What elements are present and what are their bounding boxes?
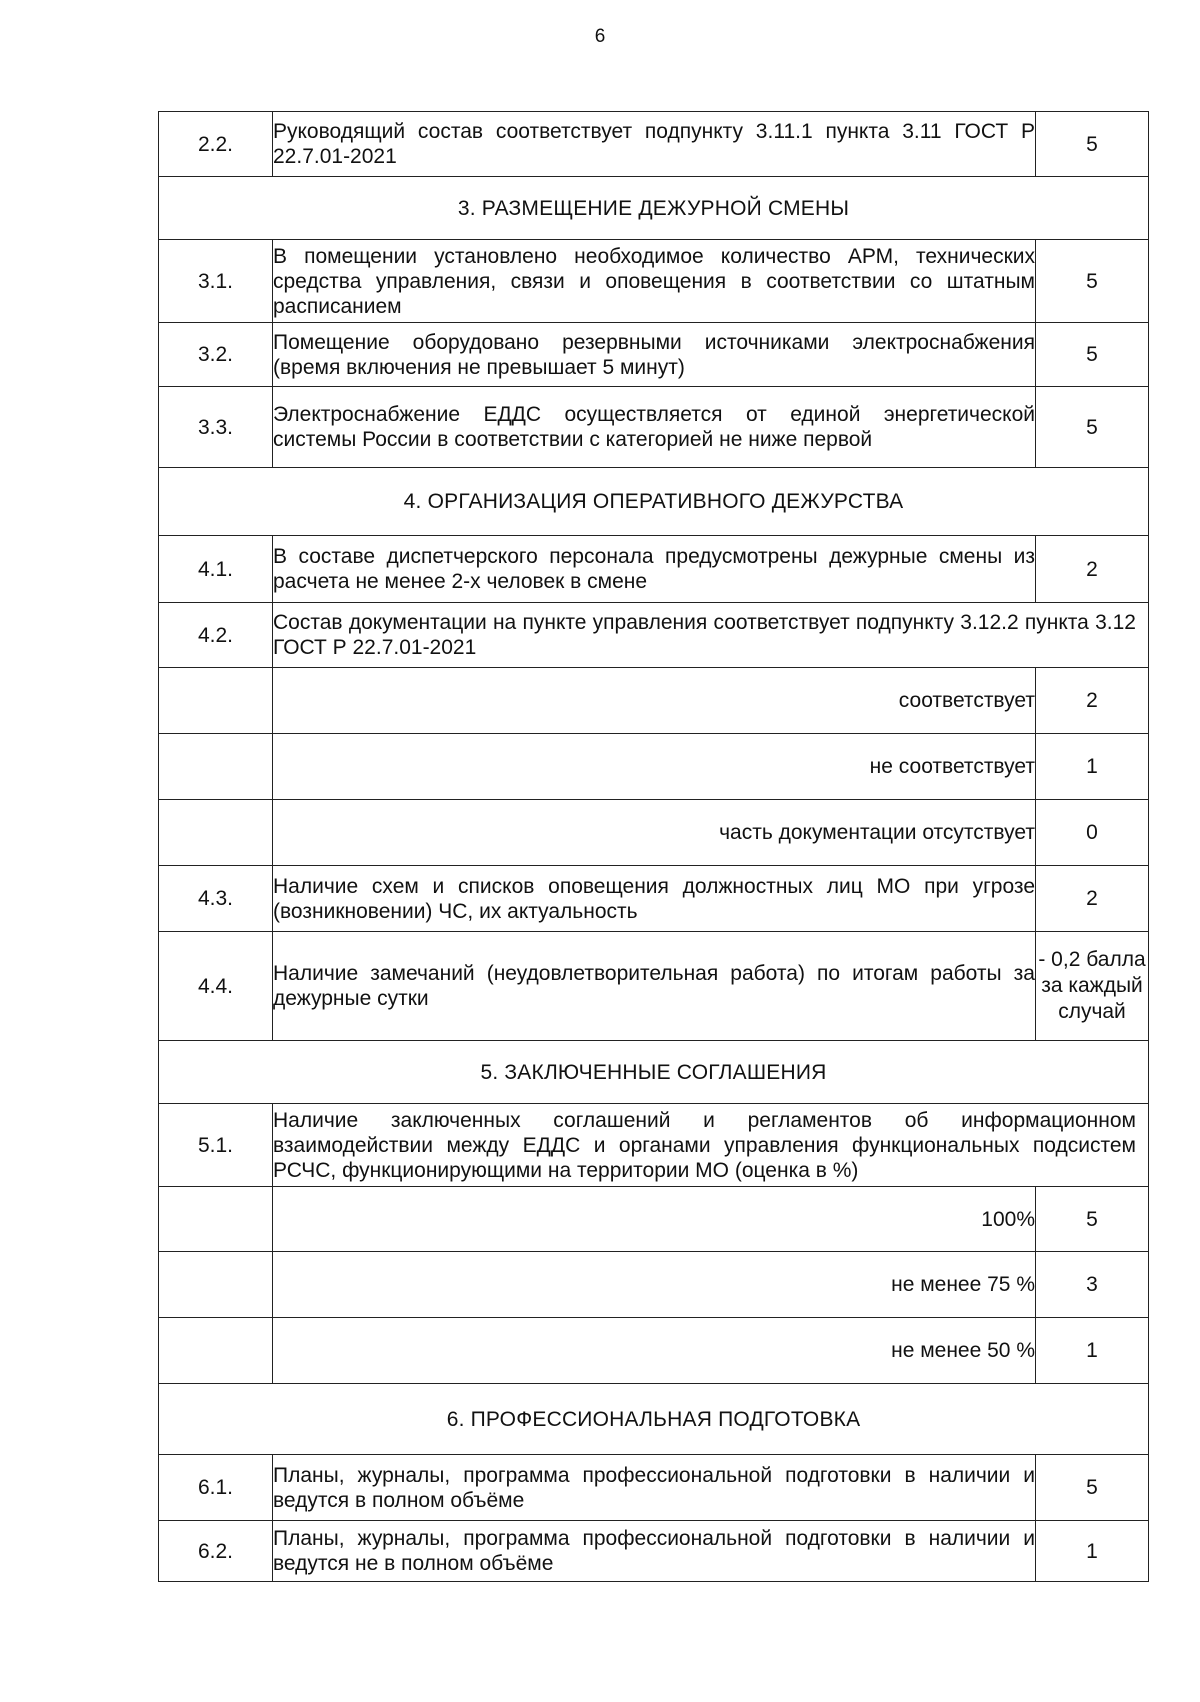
table-row [159,536,1149,603]
criteria-table [158,111,1149,1582]
table-row [159,1187,1149,1252]
section-title: 6. ПРОФЕССИОНАЛЬНАЯ ПОДГОТОВКА [159,1384,1149,1455]
item-number: 2.2. [159,112,273,177]
item-number: 3.3. [159,387,273,468]
criterion-text: Помещение оборудовано резервными источниками электроснабжения (время включения не превышает 5 минут) [273,323,1036,387]
score-value: 2 [1036,866,1149,932]
option-text: не менее 50 % [273,1318,1036,1384]
empty-cell [159,1318,273,1384]
table-row [159,323,1149,387]
section-title: 5. ЗАКЛЮЧЕННЫЕ СОГЛАШЕНИЯ [159,1041,1149,1104]
empty-cell [159,668,273,734]
option-text: 100% [273,1187,1036,1252]
table-row [159,734,1149,800]
item-number: 4.1. [159,536,273,603]
option-text: часть документации отсутствует [273,800,1036,866]
table-row [159,603,1149,668]
criterion-text: В помещении установлено необходимое количество АРМ, технических средства управления, связи и оповещения в соответствии со штатным расписанием [273,240,1036,323]
section-header-row [159,1041,1149,1104]
score-value: 3 [1036,1252,1149,1318]
score-value: 1 [1036,734,1149,800]
table-row [159,1104,1149,1187]
criterion-text: Наличие замечаний (неудовлетворительная работа) по итогам работы за дежурные сутки [273,932,1036,1041]
criterion-text: Планы, журналы, программа профессиональной подготовки в наличии и ведутся не в полном объёме [273,1521,1036,1582]
empty-cell [159,1187,273,1252]
section-header-row [159,1384,1149,1455]
empty-cell [159,1252,273,1318]
criterion-text: Наличие схем и списков оповещения должностных лиц МО при угрозе (возникновении) ЧС, их актуальность [273,866,1036,932]
score-value: 0 [1036,800,1149,866]
criterion-text: Состав документации на пункте управления соответствует подпункту 3.12.2 пункта 3.12 ГОСТ Р 22.7.01-2021 [273,603,1149,668]
table-row [159,1318,1149,1384]
section-title: 4. ОРГАНИЗАЦИЯ ОПЕРАТИВНОГО ДЕЖУРСТВА [159,468,1149,536]
table-row [159,866,1149,932]
item-number: 3.1. [159,240,273,323]
criterion-text: Планы, журналы, программа профессиональной подготовки в наличии и ведутся в полном объёме [273,1455,1036,1521]
section-header-row [159,468,1149,536]
table-row [159,1252,1149,1318]
score-value: 2 [1036,536,1149,603]
criterion-text: Руководящий состав соответствует подпункту 3.11.1 пункта 3.11 ГОСТ Р 22.7.01-2021 [273,112,1036,177]
item-number: 6.1. [159,1455,273,1521]
item-number: 3.2. [159,323,273,387]
empty-cell [159,800,273,866]
table-row [159,932,1149,1041]
criterion-text: В составе диспетчерского персонала предусмотрены дежурные смены из расчета не менее 2-х человек в смене [273,536,1036,603]
empty-cell [159,734,273,800]
table-row [159,668,1149,734]
item-number: 6.2. [159,1521,273,1582]
table-row [159,1455,1149,1521]
item-number: 5.1. [159,1104,273,1187]
score-value: 5 [1036,1455,1149,1521]
score-value: 2 [1036,668,1149,734]
score-value: 5 [1036,387,1149,468]
option-text: не менее 75 % [273,1252,1036,1318]
section-header-row [159,177,1149,240]
table-row [159,1521,1149,1582]
score-value: 1 [1036,1318,1149,1384]
score-value: 5 [1036,323,1149,387]
table-row [159,800,1149,866]
score-value: 5 [1036,240,1149,323]
page-number: 6 [594,26,606,47]
item-number: 4.2. [159,603,273,668]
item-number: 4.3. [159,866,273,932]
option-text: не соответствует [273,734,1036,800]
table-row [159,387,1149,468]
option-text: соответствует [273,668,1036,734]
table-row [159,240,1149,323]
table-row [159,112,1149,177]
criterion-text: Наличие заключенных соглашений и регламентов об информационном взаимодействии между ЕДДС и органами управления функциональных подсистем РСЧС, функционирующими на территории МО (оценка в %) [273,1104,1149,1187]
criterion-text: Электроснабжение ЕДДС осуществляется от единой энергетической системы России в соответствии с категорией не ниже первой [273,387,1036,468]
item-number: 4.4. [159,932,273,1041]
score-value: 1 [1036,1521,1149,1582]
section-title: 3. РАЗМЕЩЕНИЕ ДЕЖУРНОЙ СМЕНЫ [159,177,1149,240]
score-value: - 0,2 балла за каждый случай [1036,932,1149,1041]
score-value: 5 [1036,1187,1149,1252]
score-value: 5 [1036,112,1149,177]
